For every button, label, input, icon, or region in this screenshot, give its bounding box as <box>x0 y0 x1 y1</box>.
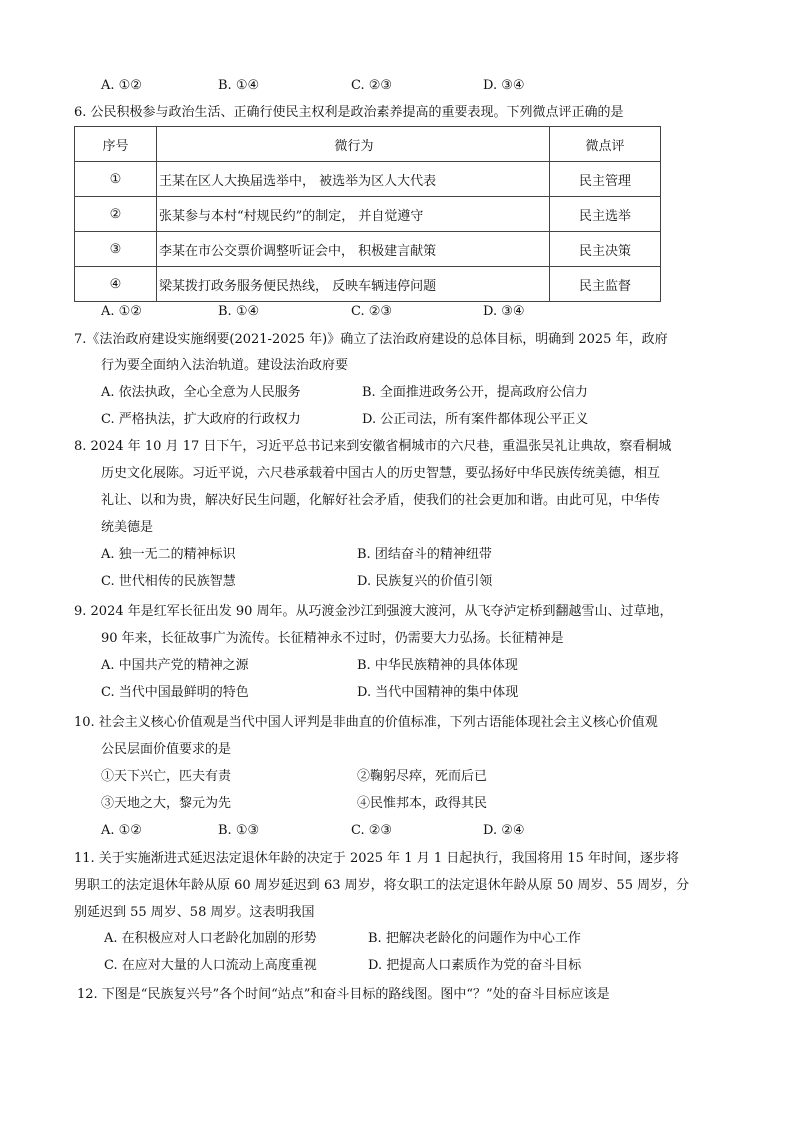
q11-option-d: D. 把提高人口素质作为党的奋斗目标 <box>368 958 582 973</box>
table-row <box>75 197 661 232</box>
table-row <box>75 162 661 197</box>
q10-option-d: D. ②④ <box>483 823 525 838</box>
table-cell-index: ③ <box>75 232 157 267</box>
q11-line-1: 11. 关于实施渐进式延迟法定退休年龄的决定于 2025 年 1 月 1 日起执行，我国将用 15 年时间，逐步将 <box>74 851 680 866</box>
q6-option-d: D. ③④ <box>483 304 525 319</box>
table-row <box>75 232 661 267</box>
table-cell-comment: 民主管理 <box>550 162 661 197</box>
table-header-index: 序号 <box>75 127 157 162</box>
q9-option-a: A. 中国共产党的精神之源 <box>101 658 249 673</box>
q7-stem-line-2: 行为要全面纳入法治轨道。建设法治政府要 <box>101 358 349 373</box>
q10-item-4: ④民惟邦本，政得其民 <box>357 796 488 811</box>
q10-option-b: B. ①③ <box>218 823 260 838</box>
q8-option-a: A. 独一无二的精神标识 <box>101 547 236 562</box>
q9-option-c: C. 当代中国最鲜明的特色 <box>101 685 249 700</box>
table-cell-behavior: 梁某拨打政务服务便民热线， 反映车辆违停问题 <box>157 267 550 302</box>
q10-item-1: ①天下兴亡，匹夫有责 <box>101 769 232 784</box>
q11-option-b: B. 把解决老龄化的问题作为中心工作 <box>368 931 581 946</box>
q8-line-2: 历史文化展陈。习近平说，六尺巷承载着中国古人的历史智慧，要弘扬好中华民族传统美德，相互 <box>101 466 661 481</box>
table-cell-comment: 民主选举 <box>550 197 661 232</box>
q8-line-4: 统美德是 <box>101 520 154 535</box>
q5-option-c: C. ②③ <box>351 78 393 93</box>
table-cell-comment: 民主监督 <box>550 267 661 302</box>
q6-table <box>74 126 661 302</box>
q6-stem: 6. 公民积极参与政治生活、正确行使民主权利是政治素养提高的重要表现。下列微点评正确的是 <box>74 105 624 120</box>
q8-option-c: C. 世代相传的民族智慧 <box>101 574 236 589</box>
table-cell-behavior: 李某在市公交票价调整听证会中， 积极建言献策 <box>157 232 550 267</box>
q9-line-2: 90 年来，长征故事广为流传。长征精神永不过时，仍需要大力弘扬。长征精神是 <box>101 631 564 646</box>
q8-line-3: 礼让、以和为贵，解决好民生问题，化解好社会矛盾，使我们的社会更加和谐。由此可见，中华传 <box>101 493 661 508</box>
table-header-comment: 微点评 <box>550 127 661 162</box>
q5-option-a: A. ①② <box>101 78 142 93</box>
q10-line-1: 10. 社会主义核心价值观是当代中国人评判是非曲直的价值标准，下列古语能体现社会主义核心价值观 <box>74 715 658 730</box>
table-header-behavior: 微行为 <box>157 127 550 162</box>
q11-line-3: 别延迟到 55 周岁、58 周岁。这表明我国 <box>74 905 315 920</box>
q6-option-b: B. ①④ <box>218 304 260 319</box>
table-cell-behavior: 王某在区人大换届选举中， 被选举为区人大代表 <box>157 162 550 197</box>
table-cell-behavior: 张某参与本村“村规民约”的制定， 并自觉遵守 <box>157 197 550 232</box>
q5-option-b: B. ①④ <box>218 78 260 93</box>
q12-stem: 12. 下图是“民族复兴号”各个时间“站点”和奋斗目标的路线图。图中“？”处的奋斗目标应该是 <box>77 987 610 1002</box>
q8-option-d: D. 民族复兴的价值引领 <box>357 574 493 589</box>
table-cell-comment: 民主决策 <box>550 232 661 267</box>
q6-option-c: C. ②③ <box>351 304 393 319</box>
q10-item-2: ②鞠躬尽瘁，死而后已 <box>357 769 488 784</box>
table-header-row <box>75 127 661 162</box>
table-cell-index: ① <box>75 162 157 197</box>
q10-line-2: 公民层面价值要求的是 <box>101 742 232 757</box>
q7-option-b: B. 全面推进政务公开，提高政府公信力 <box>362 385 588 400</box>
q10-option-a: A. ①② <box>101 823 142 838</box>
q9-option-d: D. 当代中国精神的集中体现 <box>357 685 519 700</box>
q7-stem-line-1: 7.《法治政府建设实施纲要(2021-2025 年)》确立了法治政府建设的总体目标，明确到 2025 年，政府 <box>74 332 668 347</box>
q7-option-c: C. 严格执法，扩大政府的行政权力 <box>101 412 301 427</box>
q6-option-a: A. ①② <box>101 304 142 319</box>
q9-option-b: B. 中华民族精神的具体体现 <box>357 658 518 673</box>
q8-option-b: B. 团结奋斗的精神纽带 <box>357 547 492 562</box>
table-cell-index: ④ <box>75 267 157 302</box>
table-row <box>75 267 661 302</box>
q10-item-3: ③天地之大，黎元为先 <box>101 796 232 811</box>
q10-option-c: C. ②③ <box>351 823 393 838</box>
table-cell-index: ② <box>75 197 157 232</box>
q7-option-a: A. 依法执政，全心全意为人民服务 <box>101 385 301 400</box>
q11-option-a: A. 在积极应对人口老龄化加剧的形势 <box>104 931 317 946</box>
q5-option-d: D. ③④ <box>483 78 525 93</box>
q11-option-c: C. 在应对大量的人口流动上高度重视 <box>104 958 317 973</box>
q8-line-1: 8. 2024 年 10 月 17 日下午，习近平总书记来到安徽省桐城市的六尺巷，重温张吴礼让典故，察看桐城 <box>74 439 672 454</box>
q11-line-2: 男职工的法定退休年龄从原 60 周岁延迟到 63 周岁，将女职工的法定退休年龄从原 50 周岁、55 周岁，分 <box>74 878 690 893</box>
q9-line-1: 9. 2024 年是红军长征出发 90 周年。从巧渡金沙江到强渡大渡河，从飞夺泸定桥到翻越雪山、过草地， <box>74 604 673 619</box>
q7-option-d: D. 公正司法，所有案件都体现公平正义 <box>362 412 589 427</box>
